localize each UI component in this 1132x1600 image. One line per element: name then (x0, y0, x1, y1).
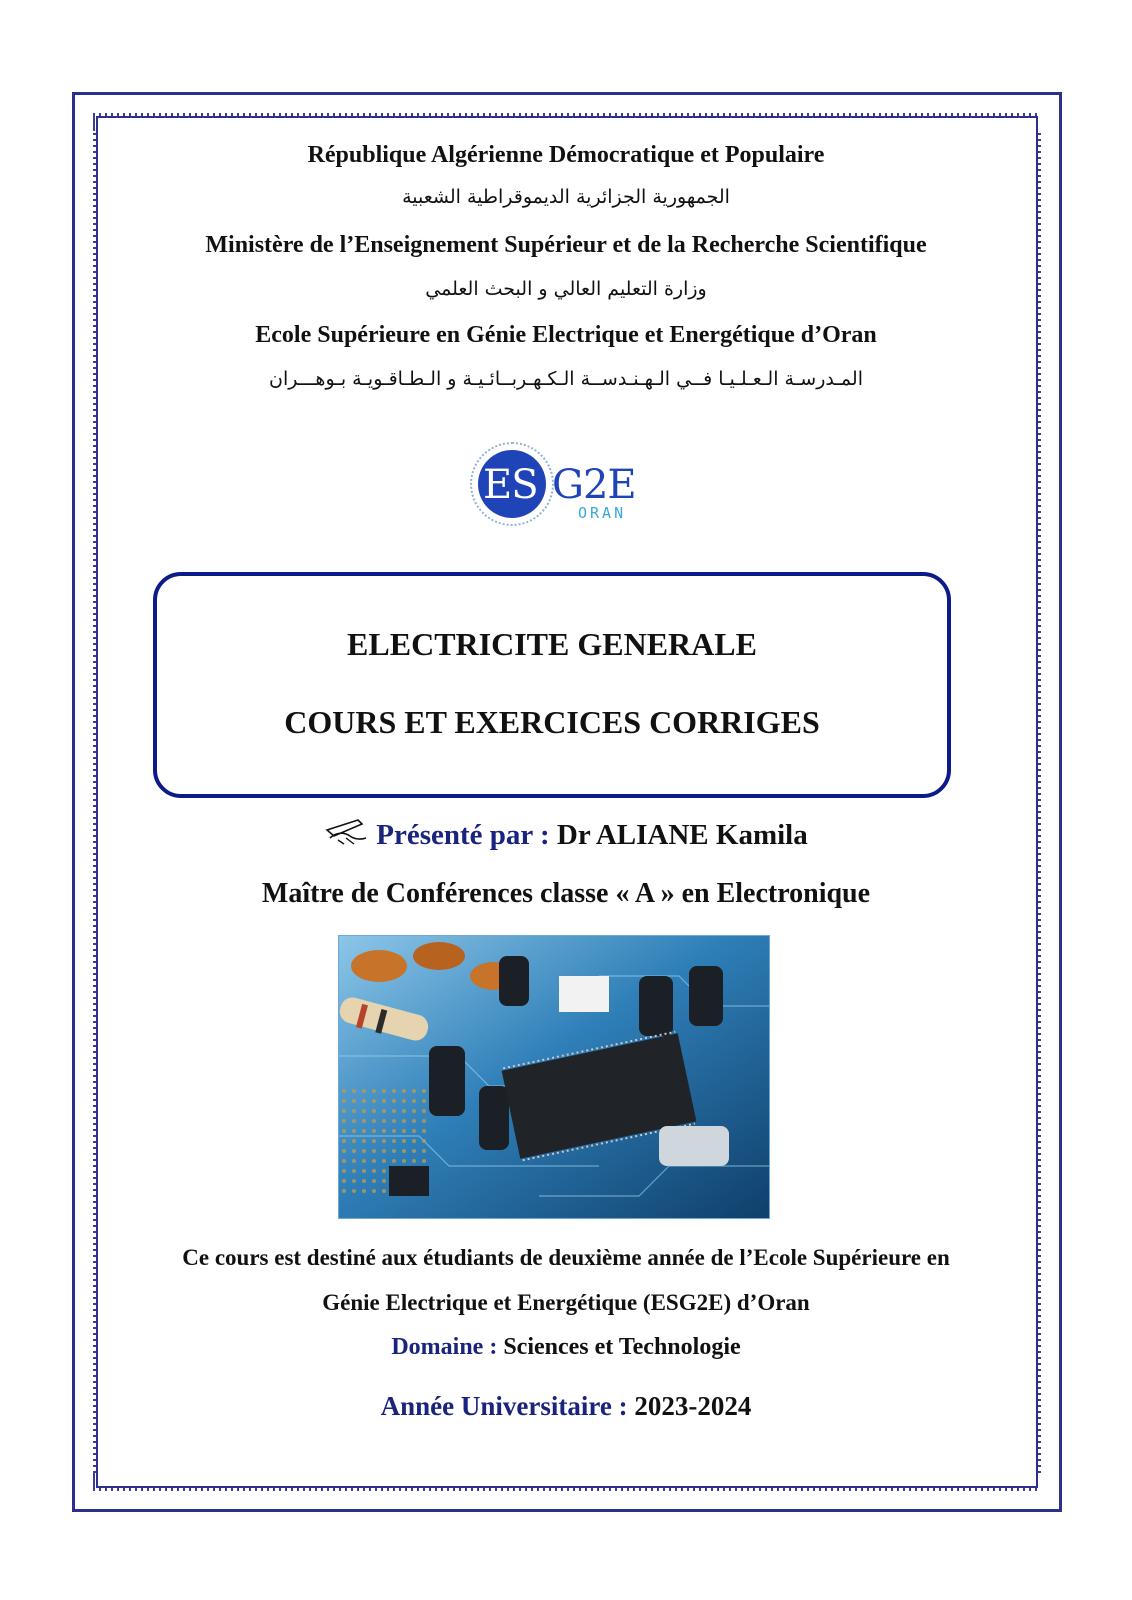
year-value: 2023-2024 (634, 1391, 752, 1421)
ministry-fr: Ministère de l’Enseignement Supérieur et de la Recherche Scientifique (205, 232, 927, 258)
domain-line (0, 1334, 1132, 1361)
year-line (0, 1391, 1132, 1422)
course-subtitle: COURS ET EXERCICES CORRIGES (284, 704, 820, 740)
logo-g2e-text: G2E (552, 462, 636, 508)
domain-value: Sciences et Technologie (503, 1334, 741, 1360)
author-name: Dr ALIANE Kamila (556, 819, 808, 851)
logo-es-text: ES (483, 462, 538, 508)
year-label: Année Universitaire : (380, 1391, 628, 1421)
author-rank: Maître de Conférences classe « A » en Electronique (261, 878, 871, 909)
republic-ar: الجمهورية الجزائرية الديموقراطية الشعبية (402, 186, 730, 208)
writing-hand-icon (324, 816, 370, 846)
audience-line-2: Génie Electrique et Energétique (ESG2E) d’Oran (322, 1290, 810, 1315)
ministry-ar: وزارة التعليم العالي و البحث العلمي (425, 278, 707, 300)
course-title: ELECTRICITE GENERALE (347, 626, 757, 662)
school-ar: المـدرسـة الـعـلـيـا فــي الـهـنـدســة الـكـهـربــائـيـة و الـطـاقـويـة بـوهـــران (269, 368, 863, 390)
circuit-board-photo (338, 935, 770, 1219)
audience-line-1: Ce cours est destiné aux étudiants de deuxième année de l’Ecole Supérieure en (182, 1245, 950, 1270)
presented-by (0, 816, 1132, 852)
school-fr: Ecole Supérieure en Génie Electrique et Energétique d’Oran (255, 322, 877, 348)
title-box (153, 572, 951, 798)
republic-fr: République Algérienne Démocratique et Populaire (307, 142, 825, 168)
presented-label: Présenté par : (376, 819, 550, 851)
domain-label: Domaine : (391, 1334, 498, 1360)
school-logo (470, 440, 650, 530)
logo-city-text: ORAN (578, 504, 627, 522)
